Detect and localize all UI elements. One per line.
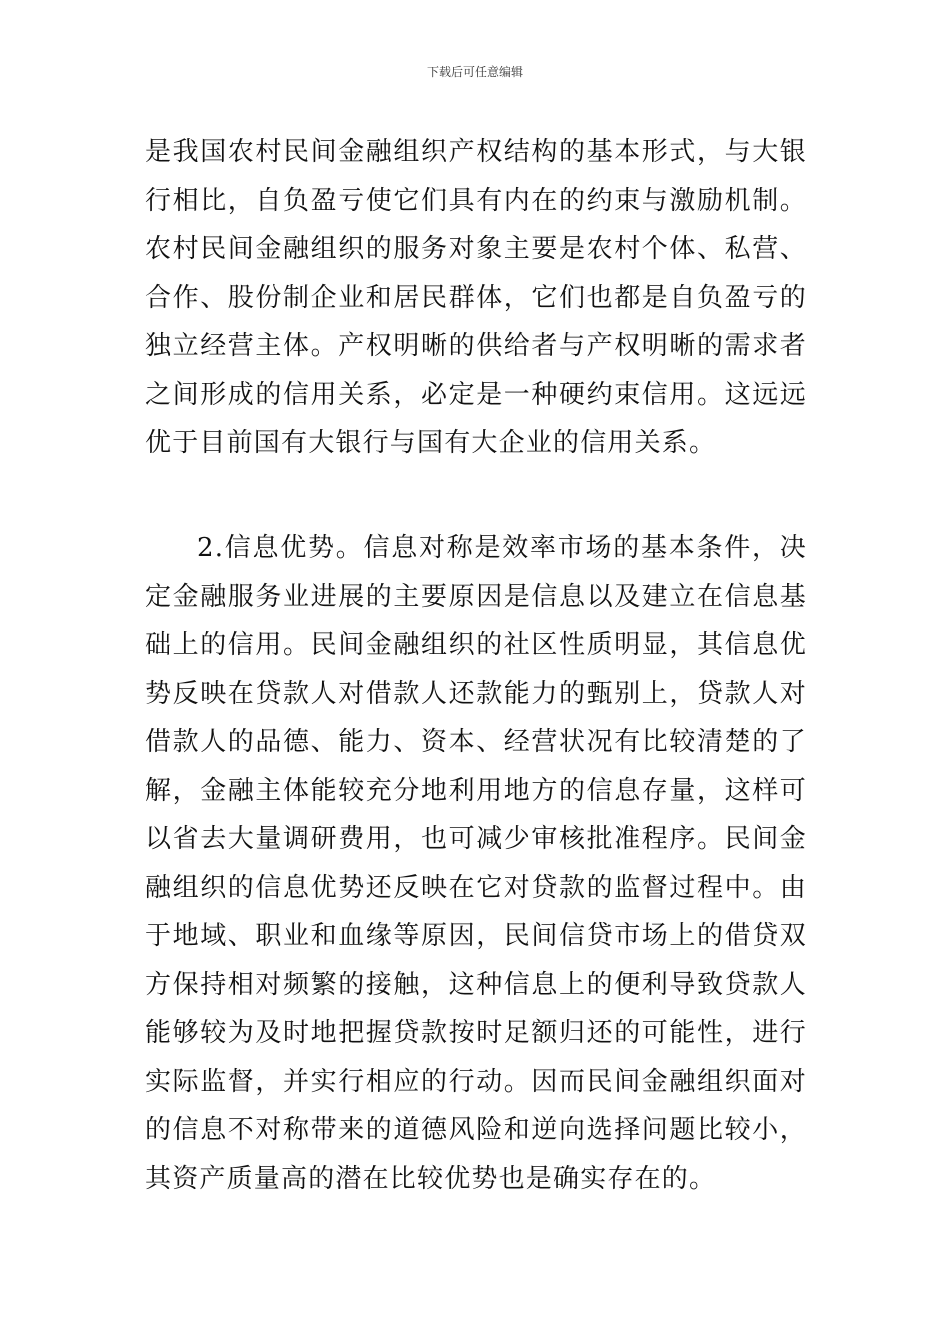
paragraph-2: 2.信息优势。信息对称是效率市场的基本条件，决定金融服务业进展的主要原因是信息以及建立在信息基础上的信用。民间金融组织的社区性质明显，其信息优势反映在贷款人对借款人还款能力的甄别上，贷款人对借款人的品德、能力、资本、经营状况有比较清楚的了解，金融主体能较充分地利用地方的信息存量，这样可以省去大量调研费用，也可减少审核批准程序。民间金融组织的信息优势还反映在它对贷款的监督过程中。由于地域、职业和血缘等原因，民间信贷市场上的借贷双方保持相对频繁的接触，这种信息上的便利导致贷款人能够较为及时地把握贷款按时足额归还的可能性，进行实际监督，并实行相应的行动。因而民间金融组织面对的信息不对称带来的道德风险和逆向选择问题比较小，其资产质量高的潜在比较优势也是确实存在的。: [145, 533, 807, 1194]
paragraph-1: 是我国农村民间金融组织产权结构的基本形式，与大银行相比，自负盈亏使它们具有内在的约束与激励机制。农村民间金融组织的服务对象主要是农村个体、私营、合作、股份制企业和居民群体，它们也都是自负盈亏的独立经营主体。产权明晰的供给者与产权明晰的需求者之间形成的信用关系，必定是一种硬约束信用。这远远优于目前国有大银行与国有大企业的信用关系。: [145, 137, 807, 458]
page-header-note: 下载后可任意编辑: [426, 65, 523, 79]
